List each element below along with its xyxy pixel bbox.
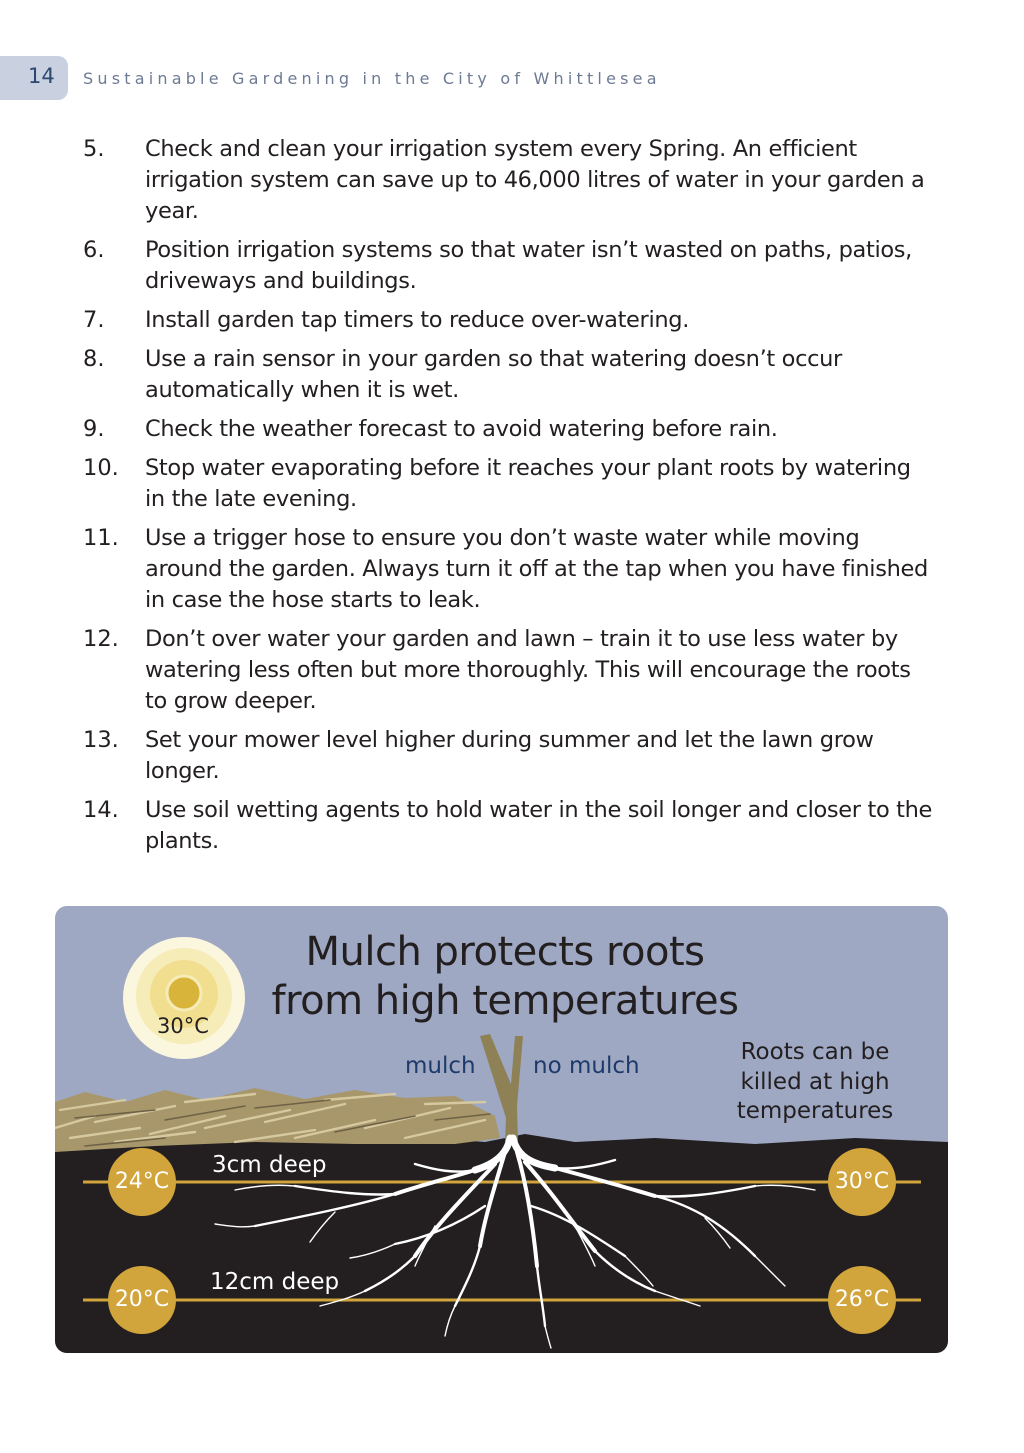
item-number: 14. bbox=[83, 797, 119, 823]
list-item bbox=[83, 134, 933, 227]
running-header-title: Sustainable Gardening in the City of Whittlesea bbox=[83, 69, 661, 88]
list-item bbox=[83, 305, 933, 336]
mulch-layer bbox=[55, 1088, 500, 1152]
list-item bbox=[83, 453, 933, 515]
illustration-title bbox=[255, 928, 755, 1026]
item-text: Set your mower level higher during summer and let the lawn grow longer. bbox=[145, 727, 874, 784]
item-text: Position irrigation systems so that water isn’t wasted on paths, patios, driveways and buildings. bbox=[145, 237, 912, 294]
list-item bbox=[83, 624, 933, 717]
warning-line: killed at high bbox=[740, 1068, 890, 1095]
item-number: 13. bbox=[83, 727, 119, 753]
item-number: 6. bbox=[83, 237, 105, 263]
warning-line: Roots can be bbox=[740, 1039, 890, 1065]
item-number: 8. bbox=[83, 346, 105, 372]
warning-line: temperatures bbox=[736, 1098, 894, 1124]
no-mulch-label: no mulch bbox=[533, 1053, 640, 1079]
item-number: 7. bbox=[83, 307, 105, 333]
item-number: 10. bbox=[83, 455, 119, 481]
air-temperature-label: 30°C bbox=[157, 1014, 209, 1038]
temperature-badge-nomulch-12cm: 26°C bbox=[828, 1266, 896, 1334]
sun-icon bbox=[123, 937, 245, 1059]
title-line: from high temperatures bbox=[271, 978, 739, 1024]
item-text: Use a rain sensor in your garden so that watering doesn’t occur automatically when it is wet. bbox=[145, 346, 842, 403]
list-item bbox=[83, 725, 933, 787]
page-number: 14 bbox=[28, 64, 55, 88]
item-text: Use a trigger hose to ensure you don’t waste water while moving around the garden. Always turn it off at the tap when you have finished in case the hose starts to leak. bbox=[145, 525, 928, 613]
item-text: Check the weather forecast to avoid watering before rain. bbox=[145, 416, 778, 442]
title-line: Mulch protects roots bbox=[305, 929, 705, 975]
tips-list bbox=[83, 134, 933, 865]
item-number: 12. bbox=[83, 626, 119, 652]
item-text: Don’t over water your garden and lawn – train it to use less water by watering less often but more thoroughly. This will encourage the roots to grow deeper. bbox=[145, 626, 911, 714]
list-item bbox=[83, 344, 933, 406]
depth-label-3cm: 3cm deep bbox=[212, 1152, 327, 1178]
list-item bbox=[83, 235, 933, 297]
item-number: 9. bbox=[83, 416, 105, 442]
item-text: Check and clean your irrigation system every Spring. An efficient irrigation system can save up to 46,000 litres of water in your garden a year. bbox=[145, 136, 925, 224]
roots-warning-text bbox=[715, 1038, 915, 1127]
temperature-badge-nomulch-3cm: 30°C bbox=[828, 1148, 896, 1216]
list-item bbox=[83, 523, 933, 616]
item-text: Use soil wetting agents to hold water in the soil longer and closer to the plants. bbox=[145, 797, 933, 854]
item-text: Install garden tap timers to reduce over-watering. bbox=[145, 307, 690, 333]
temperature-badge-mulch-3cm: 24°C bbox=[108, 1148, 176, 1216]
item-text: Stop water evaporating before it reaches your plant roots by watering in the late evening. bbox=[145, 455, 911, 512]
mulch-illustration bbox=[55, 906, 948, 1353]
depth-label-12cm: 12cm deep bbox=[210, 1269, 340, 1295]
list-item bbox=[83, 795, 933, 857]
mulch-label: mulch bbox=[405, 1053, 476, 1079]
item-number: 11. bbox=[83, 525, 119, 551]
temperature-badge-mulch-12cm: 20°C bbox=[108, 1266, 176, 1334]
list-item bbox=[83, 414, 933, 445]
item-number: 5. bbox=[83, 136, 105, 162]
